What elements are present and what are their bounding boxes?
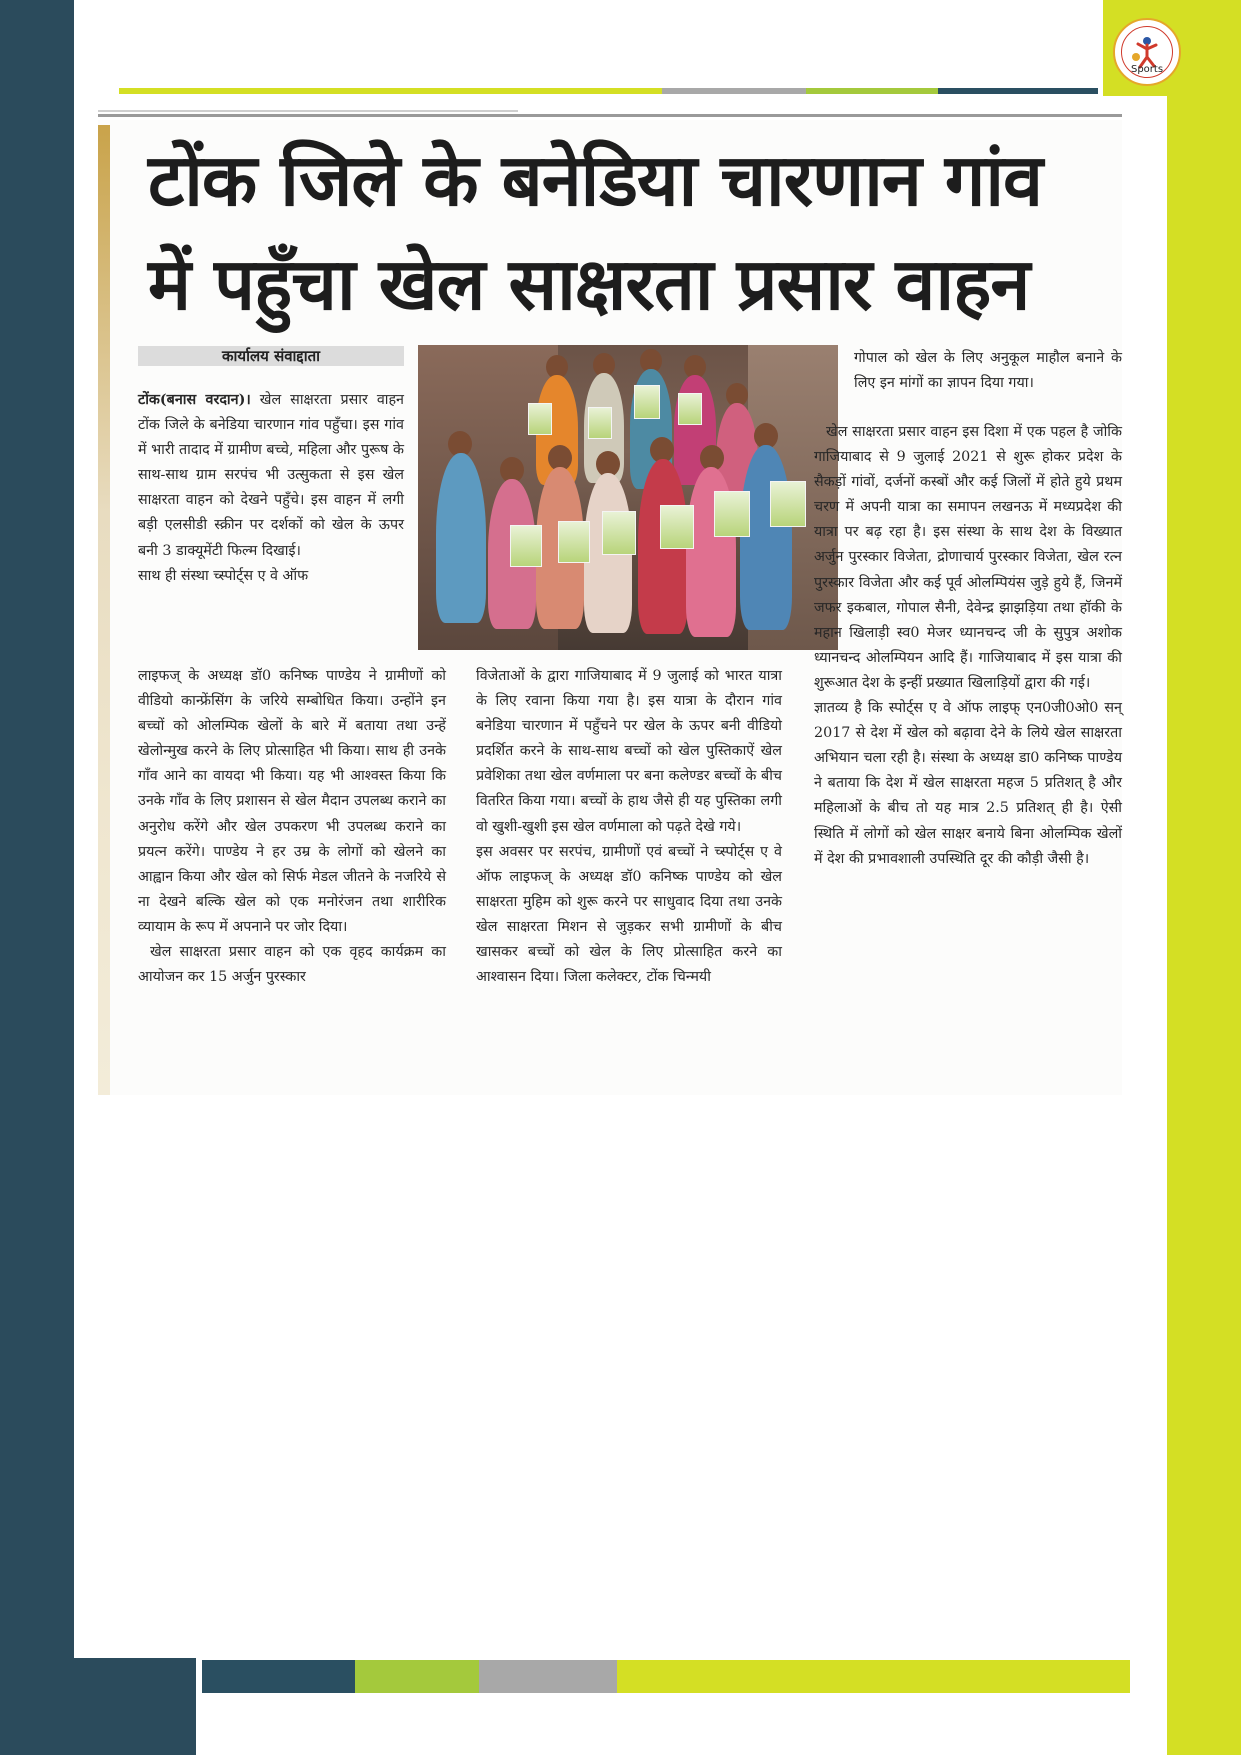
article-photo (418, 345, 838, 650)
article-column-2 (476, 664, 782, 990)
clipping-top-rule-light (98, 110, 518, 112)
book (588, 407, 612, 439)
right-lime-band (1167, 0, 1241, 1755)
article-column-1-continued (138, 664, 446, 990)
bottom-left-dark-block (0, 1658, 196, 1755)
book (510, 525, 542, 567)
book (678, 393, 702, 425)
clipping-top-rule (98, 114, 1122, 117)
child-figure (740, 445, 792, 630)
column-1-para-2: साथ ही संस्था च्स्पोर्ट्स ए वे ऑफ (138, 567, 309, 584)
book (528, 403, 552, 435)
headline-line-1: टोंक जिले के बनेडिया चारणान गांव (148, 138, 1043, 222)
book (602, 511, 636, 555)
column-2-para-2: इस अवसर पर सरपंच, ग्रामीणों एवं बच्चों ने च्स्पोर्ट्स ए वे ऑफ लाइफज् के अध्यक्ष डॉ0 कनिष्क पाण्डेय को खेल साक्षरता मुहिम को शुरू करने पर साधुवाद दिया तथा उनके खेल साक्षरता मिशन से जुड़कर सभी ग्रामीणों के बीच खासकर बच्चों को खेल के लिए प्रोत्साहित करने का आश्वासन दिया। जिला कलेक्टर, टोंक चिन्मयी (476, 843, 782, 986)
book (714, 491, 750, 537)
bottom-stripe-green (355, 1660, 479, 1693)
top-stripe-green (806, 88, 938, 94)
column-2-para-1: विजेताओं के द्वारा गाजियाबाद में 9 जुलाई को भारत यात्रा के लिए रवाना किया गया है। इस यात्रा के दौरान गांव बनेडिया चारणान में पहुँचने पर खेल के ऊपर बनी वीडियो प्रदर्शित करने के साथ-साथ बच्चों को खेल पुस्तिकाऐं खेल प्रवेशिका तथा खेल वर्णमाला पर बना कलेण्डर बच्चों के बीच वितरित किया गया। बच्चों के हाथ जैसे ही यह पुस्तिका लगी वो खुशी-खुशी इस खेल वर्णमाला को पढ़ते देखे गये। (476, 668, 782, 835)
book (660, 505, 694, 549)
article-column-3-continued (814, 420, 1122, 872)
article-column-1 (138, 388, 404, 589)
logo-label: Sports (1130, 64, 1164, 75)
headline-line-2: में पहुँचा खेल साक्षरता प्रसार वाहन (148, 242, 1030, 326)
column-1-para-3: लाइफज् के अध्यक्ष डॉ0 कनिष्क पाण्डेय ने ग्रामीणों को वीडियो कान्फ्रेंसिंग के जरिये सम्बोधित किया। उन्होंने इन बच्चों को ओलम्पिक खेलों के बारे में बताया तथा उन्हें खेलोन्मुख करने के लिए प्रोत्साहित भी किया। साथ ही उनके गाँव आने का वायदा भी किया। यह भी आश्वस्त किया कि उनके गाँव के लिए प्रशासन से खेल मैदान उपलब्ध कराने का अनुरोध करेंगे और खेल उपकरण भी उपलब्ध कराने का प्रयत्न करेंगे। पाण्डेय ने हर उम्र के लोगों को खेलने का आह्वान किया और खेल को सिर्फ मेडल जीतने के नजरिये से ना देखने बल्कि खेल को एक मनोरंजन तथा शारीरिक व्यायाम के रूप में अपनाने पर जोर दिया। (138, 668, 446, 935)
bottom-stripe-navy (202, 1660, 355, 1693)
column-1-para-4: खेल साक्षरता प्रसार वाहन को एक वृहद कार्यक्रम का आयोजन कर 15 अर्जुन पुरस्कार (138, 944, 446, 986)
clipping-left-edge (98, 125, 110, 1095)
sports-logo (1113, 18, 1181, 86)
article-headline (148, 128, 1108, 336)
child-figure (436, 453, 486, 623)
article-byline: कार्यालय संवाद्दाता (138, 346, 404, 366)
top-stripe-navy (938, 88, 1098, 94)
book (634, 385, 660, 419)
column-1-text-1: खेल साक्षरता प्रसार वाहन टोंक जिले के बनेडिया चारणान गांव पहुँचा। इस गांव में भारी तादाद में ग्रामीण बच्चे, महिला और पुरूष के साथ-साथ ग्राम सरपंच भी उत्सुकता से इस खेल साक्षरता वाहन को देखने पहुँचे। इस वाहन में लगी बड़ी एलसीडी स्क्रीन पर दर्शकों को खेल के ऊपर बनी 3 डाक्यूमेंटी फिल्म दिखाई। (138, 392, 404, 559)
top-stripe-grey (662, 88, 806, 94)
column-3-para-2: खेल साक्षरता प्रसार वाहन इस दिशा में एक पहल है जोकि गाजियाबाद से 9 जुलाई 2021 से शुरू होकर प्रदेश के सैकड़ों गांवों, दर्जनों कस्बों और कई जिलों में होते हुये प्रथम चरण में अपनी यात्रा का समापन लखनऊ में मध्यप्रदेश की यात्रा पर बढ़ रहा है। इस संस्था के साथ देश के विख्यात अर्जुन पुरस्कार विजेता, द्रोणाचार्य पुरस्कार विजेता, खेल रत्न पुरस्कार विजेता और कई पूर्व ओलम्पियंस जुड़े हुये हैं, जिनमें जफर इकबाल, गोपाल सैनी, देवेन्द्र झाझड़िया तथा हॉकी के महान खिलाड़ी स्व0 मेजर ध्यानचन्द जी के सुपुत्र अशोक ध्यानचन्द ओलम्पियन आदि हैं। गाजियाबाद में इस यात्रा की शुरूआत देश के इन्हीं प्रख्यात खिलाड़ियों द्वारा की गई। (814, 424, 1122, 691)
left-dark-band (0, 0, 74, 1755)
top-stripe-lime (119, 88, 662, 94)
article-dateline: टोंक(बनास वरदान)। (138, 392, 251, 408)
bottom-stripe-lime (617, 1660, 1130, 1693)
column-3-para-1: गोपाल को खेल के लिए अनुकूल माहौल बनाने के लिए इन मांगों का ज्ञापन दिया गया। (854, 350, 1122, 392)
column-3-para-3: ज्ञातव्य है कि स्पोर्ट्स ए वे ऑफ लाइफ् एन0जी0ओ0 सन् 2017 से देश में खेल को बढ़ावा देने के लिये खेल साक्षरता अभियान चला रही है। संस्था के अध्यक्ष डा0 कनिष्क पाण्डेय ने बताया कि देश में खेल साक्षरता महज 5 प्रतिशत् है और महिलाओं के बीच तो यह मात्र 2.5 प्रतिशत् ही है। ऐसी स्थिति में लोगों को खेल साक्षर बनाये बिना ओलम्पिक खेलों में देश की प्रभावशाली उपस्थिति दूर की कौड़ी जैसी है। (814, 700, 1122, 867)
article-column-3 (854, 346, 1122, 396)
book (770, 481, 806, 527)
bottom-stripe-grey (479, 1660, 617, 1693)
book (558, 521, 590, 563)
column-1-para-1 (138, 388, 404, 564)
